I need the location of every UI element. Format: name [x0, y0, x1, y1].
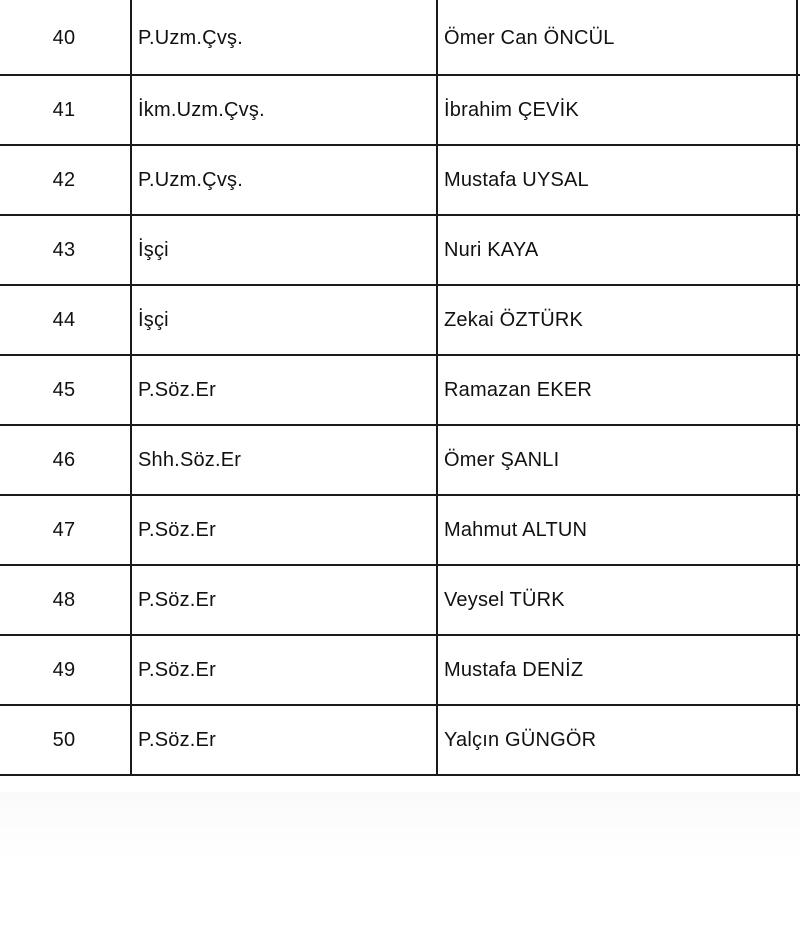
rank-cell: P.Söz.Er — [131, 355, 437, 425]
rank-cell: P.Söz.Er — [131, 565, 437, 635]
row-number-cell: 41 — [0, 75, 131, 145]
name-cell: Mustafa UYSAL — [437, 145, 797, 215]
table-row — [0, 355, 800, 425]
rank-cell: P.Söz.Er — [131, 705, 437, 775]
table-row — [0, 635, 800, 705]
table-row — [0, 425, 800, 495]
row-number-cell: 50 — [0, 705, 131, 775]
table-row — [0, 145, 800, 215]
table-row — [0, 495, 800, 565]
table-row — [0, 215, 800, 285]
scan-background — [0, 792, 800, 862]
name-cell: Zekai ÖZTÜRK — [437, 285, 797, 355]
name-cell: Ömer ŞANLI — [437, 425, 797, 495]
rank-cell: P.Söz.Er — [131, 495, 437, 565]
row-number-cell: 43 — [0, 215, 131, 285]
name-cell: İbrahim ÇEVİK — [437, 75, 797, 145]
name-cell: Mustafa DENİZ — [437, 635, 797, 705]
row-number-cell: 47 — [0, 495, 131, 565]
row-number-cell: 48 — [0, 565, 131, 635]
row-number-cell: 40 — [0, 0, 131, 75]
rank-cell: P.Uzm.Çvş. — [131, 145, 437, 215]
name-cell: Ramazan EKER — [437, 355, 797, 425]
name-cell: Nuri KAYA — [437, 215, 797, 285]
row-number-cell: 45 — [0, 355, 131, 425]
rank-cell: Shh.Söz.Er — [131, 425, 437, 495]
name-cell: Ömer Can ÖNCÜL — [437, 0, 797, 75]
name-cell: Veysel TÜRK — [437, 565, 797, 635]
rank-cell: P.Söz.Er — [131, 635, 437, 705]
row-number-cell: 42 — [0, 145, 131, 215]
row-number-cell: 49 — [0, 635, 131, 705]
name-cell: Yalçın GÜNGÖR — [437, 705, 797, 775]
rank-cell: İkm.Uzm.Çvş. — [131, 75, 437, 145]
table-row — [0, 705, 800, 775]
table-row — [0, 285, 800, 355]
table-row — [0, 0, 800, 75]
name-cell: Mahmut ALTUN — [437, 495, 797, 565]
row-number-cell: 46 — [0, 425, 131, 495]
row-number-cell: 44 — [0, 285, 131, 355]
table-row — [0, 565, 800, 635]
rank-cell: İşçi — [131, 285, 437, 355]
rank-cell: İşçi — [131, 215, 437, 285]
table-row — [0, 75, 800, 145]
rank-cell: P.Uzm.Çvş. — [131, 0, 437, 75]
